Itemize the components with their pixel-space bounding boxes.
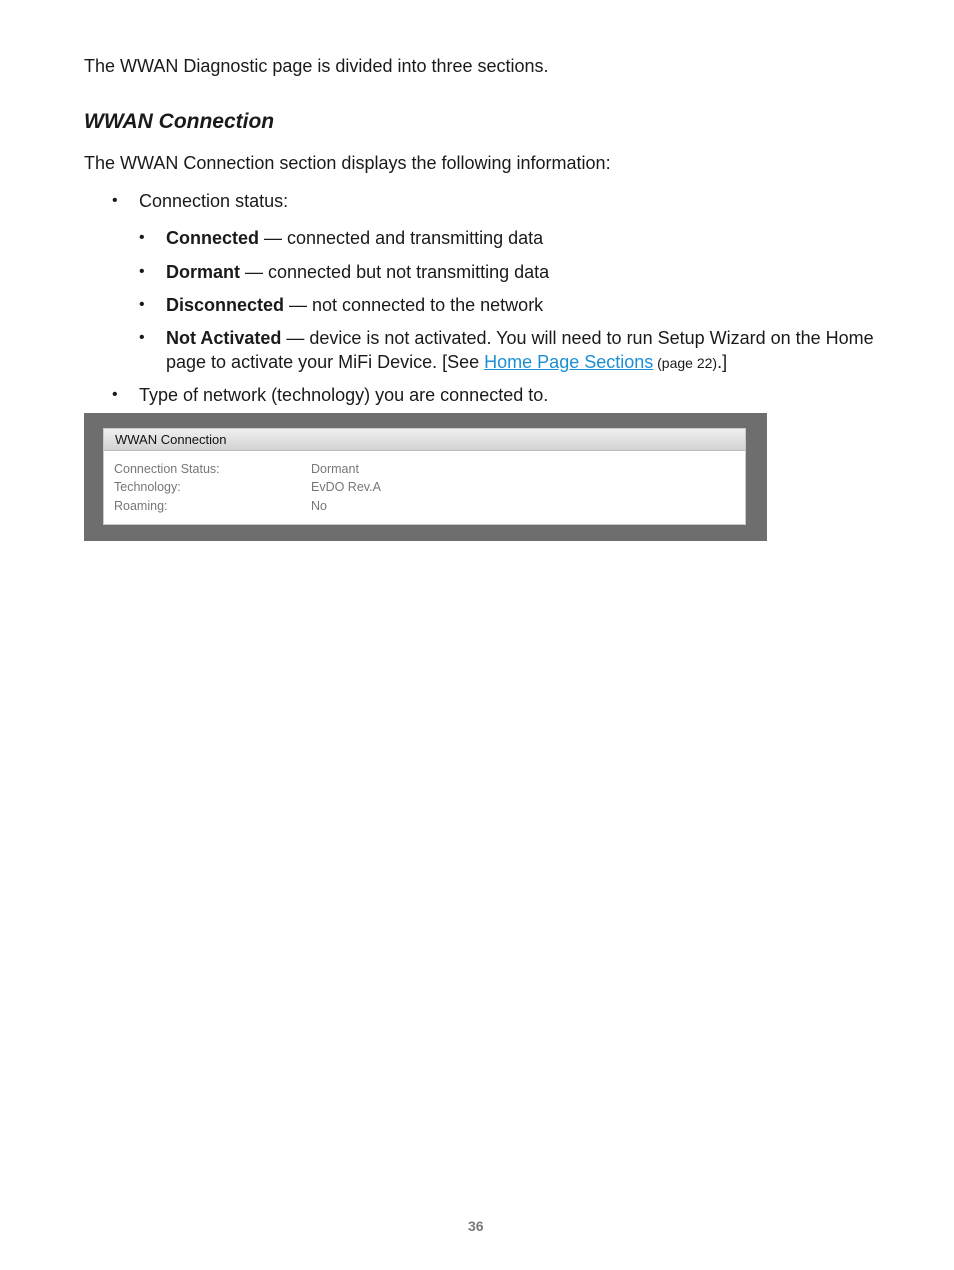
status-term: Not Activated (166, 328, 282, 348)
page-number: 36 (468, 1218, 484, 1234)
bullet-icon: • (139, 296, 145, 313)
bullet-icon: • (112, 386, 118, 403)
section-heading: WWAN Connection (84, 110, 275, 133)
status-item-dormant (166, 260, 549, 284)
bullet-icon: • (139, 229, 145, 246)
status-term: Dormant (166, 262, 241, 282)
bullet-network-type: Type of network (technology) you are connected to. (139, 385, 549, 405)
status-desc: — device is not activated. You will need to run Setup Wizard on the Home (281, 328, 874, 348)
roaming-label: Roaming: (114, 499, 168, 513)
status-desc-end: .] (717, 352, 728, 372)
wwan-connection-panel (103, 428, 746, 525)
connection-status-label: Connection Status: (114, 462, 220, 476)
status-desc: — connected but not transmitting data (240, 262, 550, 282)
status-item-disconnected (166, 293, 543, 317)
connection-status-value: Dormant (311, 462, 359, 476)
lead-paragraph: The WWAN Connection section displays the following information: (84, 153, 611, 173)
status-desc: — not connected to the network (284, 295, 544, 315)
status-desc: — connected and transmitting data (259, 228, 544, 248)
panel-title: WWAN Connection (104, 429, 745, 451)
home-page-sections-link[interactable]: Home Page Sections (484, 352, 654, 372)
wwan-connection-screenshot (84, 413, 767, 541)
page-reference: (page 22) (653, 355, 718, 371)
bullet-connection-status: Connection status: (139, 191, 289, 211)
roaming-value: No (311, 499, 327, 513)
status-item-connected (166, 226, 543, 250)
intro-paragraph: The WWAN Diagnostic page is divided into three sections. (84, 56, 549, 76)
bullet-icon: • (139, 329, 145, 346)
status-term: Connected (166, 228, 260, 248)
status-item-not-activated (166, 326, 874, 350)
status-desc-cont: page to activate your MiFi Device. [See (166, 352, 485, 372)
technology-label: Technology: (114, 480, 181, 494)
status-term: Disconnected (166, 295, 285, 315)
status-item-not-activated-cont (166, 350, 727, 375)
bullet-icon: • (139, 263, 145, 280)
technology-value: EvDO Rev.A (311, 480, 381, 494)
bullet-icon: • (112, 192, 118, 209)
